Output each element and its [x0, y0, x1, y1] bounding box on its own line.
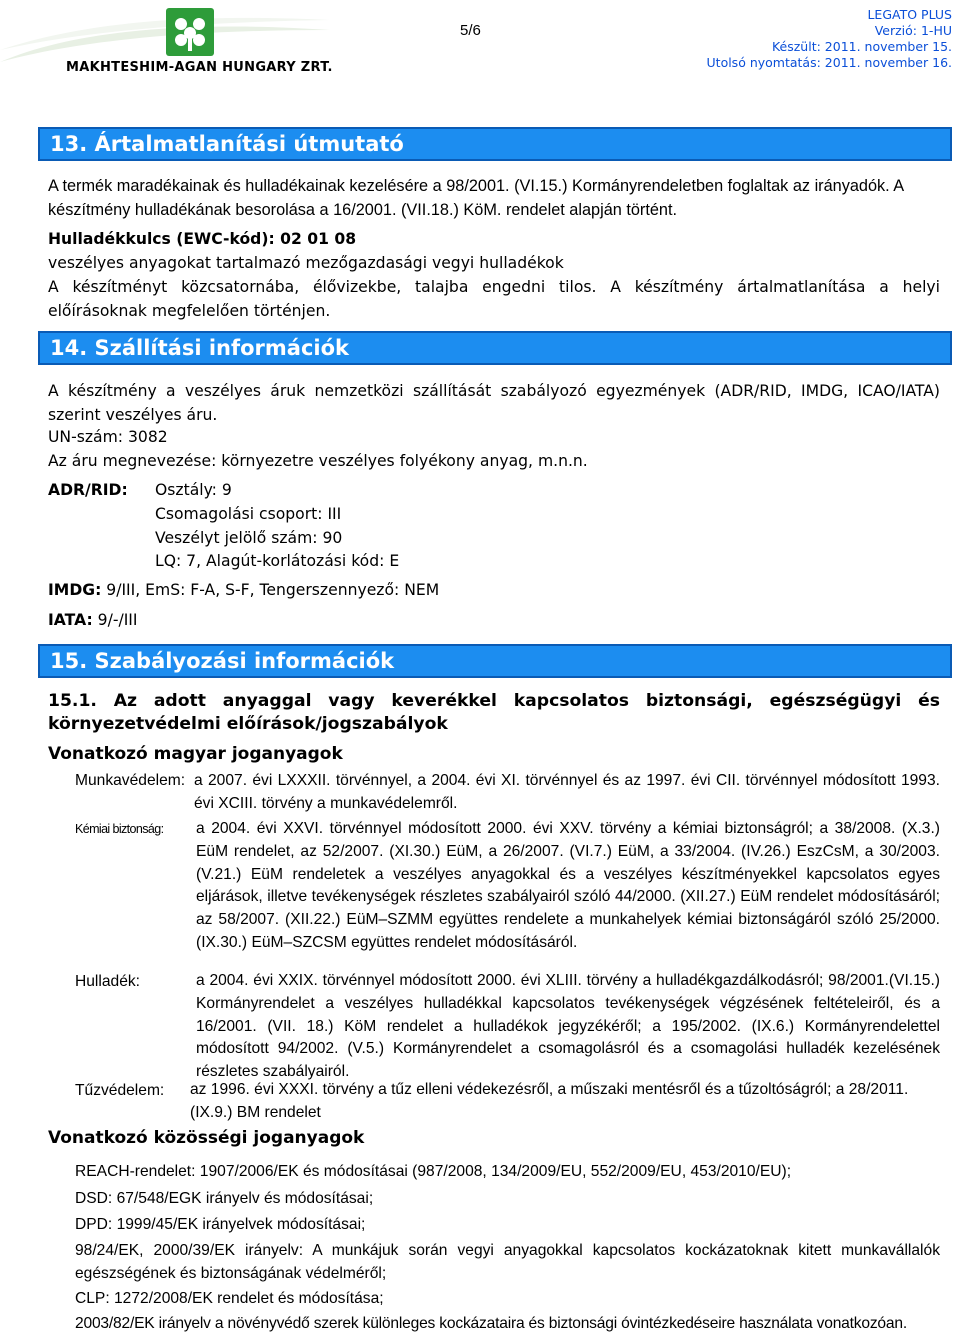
section-13-title: 13. Ártalmatlanítási útmutató — [38, 127, 952, 161]
clover-icon — [166, 8, 214, 56]
adr-hazard-number: Veszélyt jelölő szám: 90 — [155, 529, 343, 547]
adr-label: ADR/RID: — [48, 481, 128, 499]
adr-class: Osztály: 9 — [155, 481, 232, 499]
imdg-row — [48, 578, 439, 602]
eu-law-98-24: 98/24/EK, 2000/39/EK irányelv: A munkájuk során vegyi anyagokkal kapcsolatos kockázatoknak kitett munkavállalók egészségének és biztonságának védelméről; — [75, 1242, 940, 1282]
law-text-munkavedelem: a 2007. évi LXXXII. törvénnyel, a 2004. évi XI. törvénnyel és az 1997. évi CII. törvénnyel módosított 1993. évi XCIII. törvény a munkavédelemről. — [194, 772, 940, 812]
law-text-tuzvedelem: az 1996. évi XXXI. törvény a tűz elleni védekezésről, a műszaki mentésről és a tűzoltóságról; a 28/2011. (IX.9.) BM rendelet — [190, 1081, 909, 1121]
version: Verzió: 1-HU — [874, 23, 952, 38]
company-name: MAKHTESHIM-AGAN HUNGARY ZRT. — [66, 60, 333, 75]
eu-law-heading: Vonatkozó közösségi joganyagok — [48, 1128, 365, 1148]
section-14-title: 14. Szállítási információk — [38, 331, 952, 365]
section-15-title: 15. Szabályozási információk — [38, 644, 952, 678]
law-text-kemiai: a 2004. évi XXVI. törvénnyel módosított 2000. évi XXV. törvény a kémiai biztonságról; a 38/2008. (X.3.) EüM rendelet, az 52/2007. (XI.30.) EüM, a 26/2007. (VI.7.) EüM, a 33/2004. (IV.26.) EszCsM, a 30/2003. (V.21.) EüM rendeletek a veszélyes anyagokkal és a veszélyes készítményekkel kapcsolatos egyes eljárások, illetve tevékenységek részletes szabályairól szóló 44/2000. (XII.27.) EüM rendelet módosításáról; az 58/2007. (XII.22.) EüM–SZMM együttes rendelete a munkahelyek kémiai biztonságáról szóló 25/2000. (IX.30.) EüM–SZCSM együttes rendelet módosításáról. — [196, 820, 940, 951]
printed-date: Utolsó nyomtatás: 2011. november 16. — [706, 55, 952, 70]
iata-row — [48, 608, 138, 632]
page-number: 5/6 — [460, 22, 481, 39]
goods-name: Az áru megnevezése: környezetre veszélyes folyékony anyag, m.n.n. — [48, 452, 588, 470]
eu-law-clp: CLP: 1272/2008/EK rendelet és módosítása; — [75, 1290, 384, 1307]
imdg-value: 9/III, EmS: F-A, S-F, Tengerszennyező: NEM — [101, 581, 440, 599]
sec13-paragraph-2: A készítményt közcsatornába, élővizekbe, talajba engedni tilos. A készítmény ártalmatlanítása a helyi előírásoknak megfelelően történjen. — [48, 278, 940, 320]
iata-label: IATA: — [48, 611, 93, 629]
law-label-kemiai: Kémiai biztonság: — [75, 822, 164, 836]
waste-category: veszélyes anyagokat tartalmazó mezőgazdasági vegyi hulladékok — [48, 254, 564, 272]
law-label-hulladek: Hulladék: — [75, 973, 141, 990]
hu-law-heading: Vonatkozó magyar joganyagok — [48, 744, 343, 764]
un-number: UN-szám: 3082 — [48, 428, 168, 446]
adr-packing-group: Csomagolási csoport: III — [155, 505, 342, 523]
eu-law-reach: REACH-rendelet: 1907/2006/EK és módosításai (987/2008, 134/2009/EU, 552/2009/EU, 453/2010/EU); — [75, 1163, 792, 1180]
sec13-paragraph-1: A termék maradékainak és hulladékainak kezelésére a 98/2001. (VI.15.) Kormányrendeletben foglaltak az irányadók. A készítmény hulladékának besorolása a 16/2001. (VII.18.) KöM. rendelet alapján történt. — [48, 177, 904, 219]
eu-law-dpd: DPD: 1999/45/EK irányelvek módosításai; — [75, 1216, 366, 1233]
imdg-label: IMDG: — [48, 581, 102, 599]
iata-value: 9/-/III — [92, 611, 138, 629]
law-text-hulladek: a 2004. évi XXIX. törvénnyel módosított 2000. évi XLIII. törvény a hulladékgazdálkodásról; 98/2001.(VI.15.) Kormányrendelet a veszélyes hulladékkal kapcsolatos tevékenységek végzésének feltételeiről, és a 16/2001. (VII. 18.) KöM rendelet a hulladékok jegyzékéről; a 195/2002. (IX.6.) Kormányrendelettel módosított 94/2002. (V.5.) Kormányrendelet a csomagolásról és a csomagolási hulladék kezelésének részletes szabályairól. — [196, 972, 940, 1081]
eu-law-2003-82: 2003/82/EK irányelv a növényvédő szerek különleges kockázataira és biztonsági óvintézkedéseire használata vonatkozóan. — [75, 1315, 907, 1332]
law-label-munkavedelem: Munkavédelem: — [75, 772, 186, 789]
ewc-code: Hulladékkulcs (EWC-kód): 02 01 08 — [48, 230, 357, 248]
sec15-1-heading: 15.1. Az adott anyaggal vagy keverékkel kapcsolatos biztonsági, egészségügyi és környezetvédelmi előírások/jogszabályok — [48, 691, 940, 734]
product-name: LEGATO PLUS — [867, 7, 952, 22]
sec14-paragraph-1: A készítmény a veszélyes áruk nemzetközi szállítását szabályozó egyezmények (ADR/RID, IMDG, ICAO/IATA) szerint veszélyes áru. — [48, 382, 940, 424]
created-date: Készült: 2011. november 15. — [771, 39, 952, 54]
eu-law-dsd: DSD: 67/548/EGK irányelv és módosításai; — [75, 1190, 374, 1207]
adr-lq-tunnel: LQ: 7, Alagút-korlátozási kód: E — [155, 552, 400, 570]
law-label-tuzvedelem: Tűzvédelem: — [75, 1082, 165, 1099]
document-meta — [707, 7, 952, 71]
